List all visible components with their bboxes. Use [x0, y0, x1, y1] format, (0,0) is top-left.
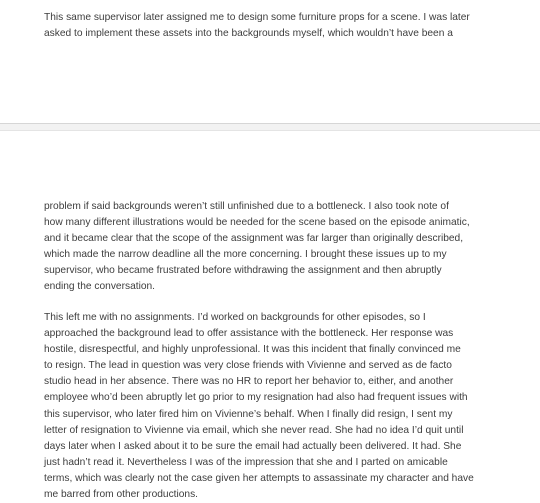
paragraph-page2-continuation: [44, 199, 504, 296]
text-line: this supervisor, who later fired him on Vivienne’s behalf. When I finally did resign, I sent my: [44, 408, 453, 420]
text-line: how many different illustrations would be needed for the scene based on the episode animatic,: [44, 217, 470, 229]
text-line: which made the narrow deadline all the more concerning. I brought these issues up to my: [44, 249, 447, 261]
text-line: This same supervisor later assigned me to design some furniture props for a scene. I was later: [44, 12, 470, 23]
paragraph-page1-fragment: [44, 10, 504, 42]
text-line: approached the background lead to offer assistance with the bottleneck. Her response was: [44, 328, 454, 340]
text-line: studio head in her absence. There was no HR to report her behavior to, either, and another: [44, 376, 454, 388]
text-line: to resign. The lead in question was very close friends with Vivienne and served as de facto: [44, 360, 452, 372]
text-line: ending the conversation.: [44, 281, 156, 293]
text-line: This left me with no assignments. I’d worked on backgrounds for other episodes, so I: [44, 312, 426, 323]
text-line: hostile, disrespectful, and highly unprofessional. It was this incident that finally convinced me: [44, 344, 461, 356]
text-line: asked to implement these assets into the backgrounds myself, which wouldn’t have been a: [44, 28, 453, 40]
text-line: problem if said backgrounds weren’t still unfinished due to a bottleneck. I also took note of: [44, 201, 449, 212]
text-line: letter of resignation to Vivienne via email, which she never read. She had no idea I’d quit until: [44, 424, 464, 436]
text-line: me barred from other productions.: [44, 489, 199, 501]
text-line: employee who’d been abruptly let go prior to my resignation had also had frequent issues with: [44, 392, 468, 404]
text-line: terms, which was clearly not the case given her attempts to assassinate my character and have: [44, 472, 474, 484]
paragraph-resignation: [44, 310, 504, 503]
page-break-divider: [0, 123, 540, 131]
text-line: just hadn’t read it. Nevertheless I was of the impression that she and I parted on amicable: [44, 456, 448, 468]
text-line: supervisor, who became frustrated before withdrawing the assignment and then abruptly: [44, 265, 442, 277]
text-line: and it became clear that the scope of the assignment was far larger than originally described,: [44, 233, 464, 245]
text-line: days later when I asked about it to be sure the email had actually been delivered. It had. She: [44, 440, 462, 452]
